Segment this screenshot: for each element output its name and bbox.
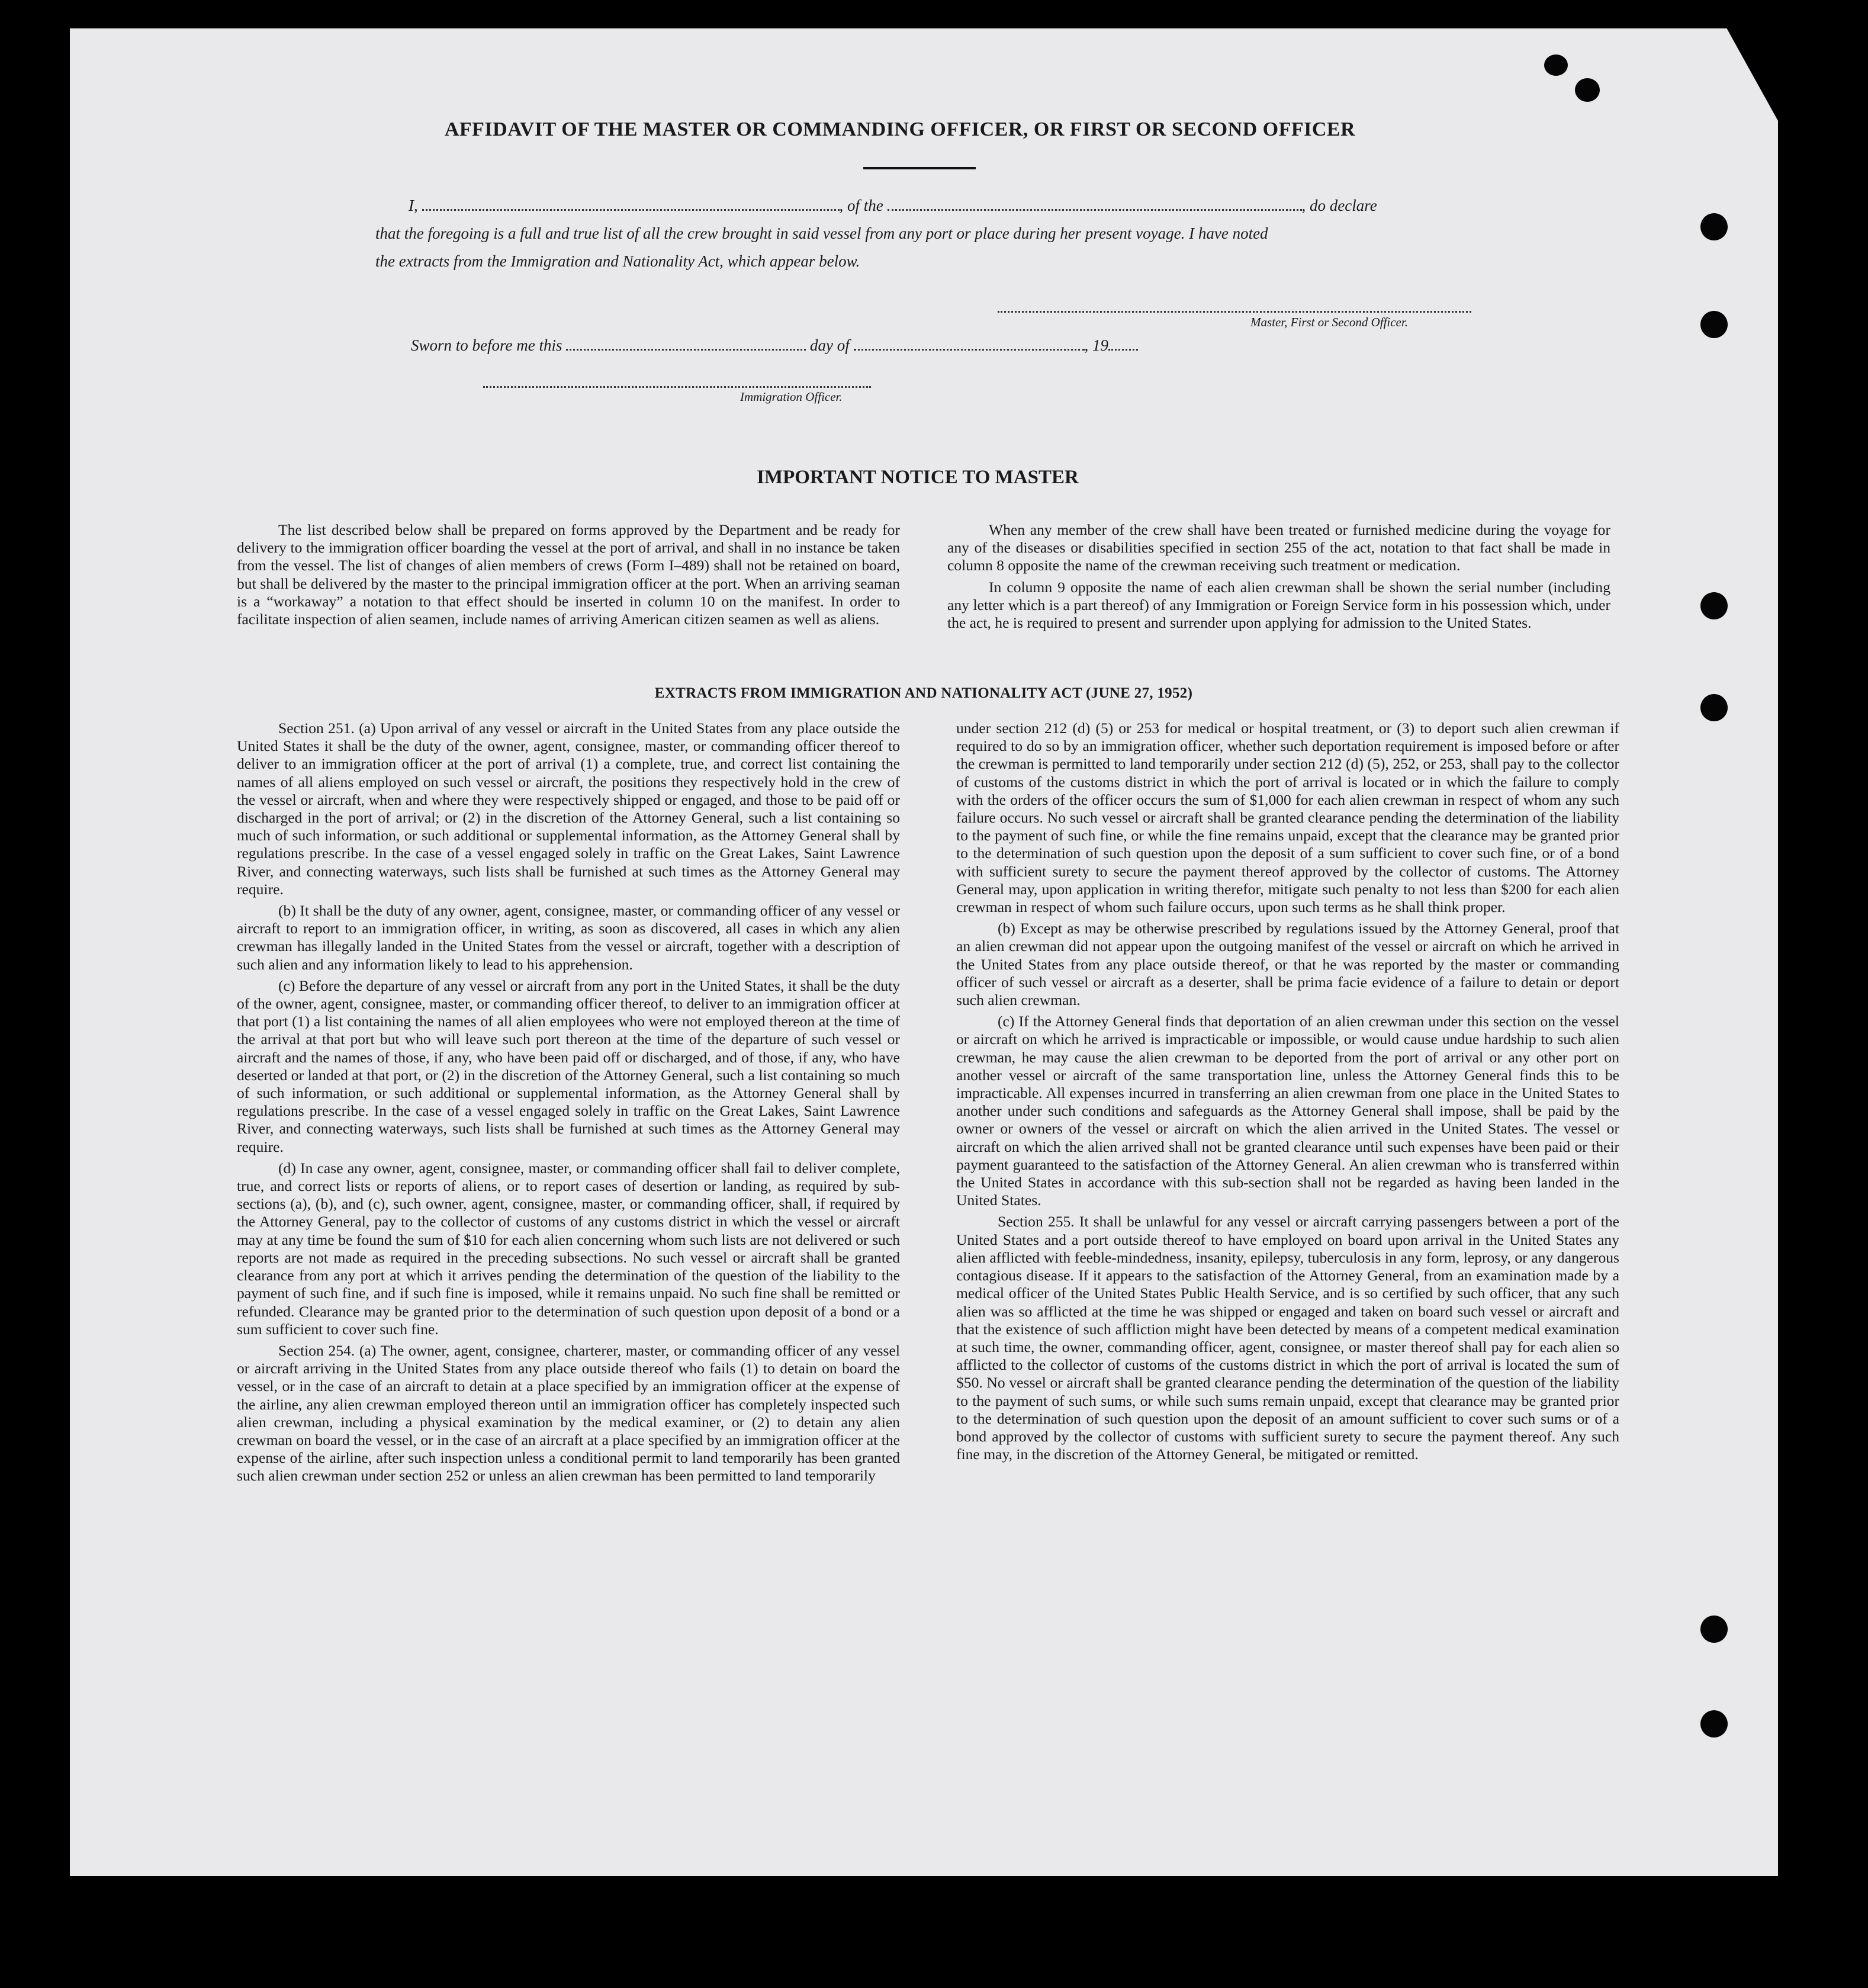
master-caption: Master, First or Second Officer.: [1250, 315, 1408, 329]
section-251-c: (c) Before the departure of any vessel or aircraft from any port in the United States, it shall be the duty of the owner, agent, consignee, master, or commanding officer thereof, to deliver to an immigration officer at that port (1) a list containing the names of all alien employees who were not employed thereon at the time of the arrival at that port but who will leave such port thereon at the time of the departure of such vessel or aircraft and the names of those, if any, who have been paid off or discharged, and of those, if any, who have deserted or landed at that port, or (2) in the discretion of the Attorney General, such a list containing so much of such information, or such additional or supplemental information, as the Attorney General shall by regulations prescribe. In the case of a vessel engaged solely in traffic on the Great Lakes, Saint Lawrence River, and connecting waterways, such lists shall be furnished at such times as the Attorney General may require.: [237, 977, 900, 1155]
notice-left-column: [237, 521, 900, 632]
statement-line-1: that the foregoing is a full and true list of all the crew brought in said vessel from any port or place during her present voyage. I have noted: [375, 224, 1268, 242]
notice-right-paragraph-2: In column 9 opposite the name of each alien crewman shall be shown the serial number (including any letter which is a part thereof) of any Immigration or Foreign Service form in his possession which, under the act, he is required to present and surrender upon applying for admission to the United States.: [947, 578, 1610, 632]
declaration-line: [409, 197, 1468, 215]
section-251-a: Section 251. (a) Upon arrival of any vessel or aircraft in the United States from any place outside the United States it shall be the duty of the owner, agent, consignee, master, or commanding officer thereof to deliver to an immigration officer at the port of arrival (1) a complete, true, and correct list containing the names of all aliens employed on such vessel or aircraft, the positions they respectively hold in the crew of the vessel or aircraft, when and where they were respectively shipped or engaged, and those to be paid off or discharged in the port of arrival; or (2) in the discretion of the Attorney General, such a list containing so much of such information, or such additional or supplemental information, as the Attorney General shall by regulations prescribe. In the case of a vessel engaged solely in traffic on the Great Lakes, Saint Lawrence River, and connecting waterways, such lists shall be furnished at such times as the Attorney General may require.: [237, 720, 900, 898]
sworn-year-field[interactable]: [1108, 349, 1138, 351]
sworn-label: Sworn to before me this: [411, 336, 562, 354]
day-of-label: day of: [810, 336, 850, 354]
binder-hole: [1700, 311, 1728, 338]
section-254-a-continued: under section 212 (d) (5) or 253 for medical or hospital treatment, or (3) to deport such alien crewman if required to do so by an immigration officer, whether such deportation requirement is imposed before or after the crewman is permitted to land temporarily under section 212 (d) (5), 252, or 253, shall pay to the collector of customs of the customs district in which the port of arrival is located or in which the failure to comply with the orders of the officer occurs the sum of $1,000 for each alien crewman in respect of whom any such failure occurs. No such vessel or aircraft shall be granted clearance pending the determination of the liability to the payment of such fine, or while the fine remains unpaid, except that the clearance may be granted prior to the determination of such question upon the deposit of a sum sufficient to cover such fine, or of a bond with sufficient surety to secure the payment thereof approved by the collector of customs. The Attorney General may, upon application in writing therefor, mitigate such penalty to not less than $200 for each alien crewman in respect of whom such failure occurs, upon such terms as he shall think proper.: [956, 720, 1619, 916]
section-251-b: (b) It shall be the duty of any owner, agent, consignee, master, or commanding officer of any vessel or aircraft to report to an immigration officer, in writing, as soon as discovered, all cases in which any alien crewman has illegally landed in the United States from the vessel or aircraft, together with a description of such alien and any information likely to lead to his apprehension.: [237, 902, 900, 973]
binder-hole: [1700, 694, 1728, 721]
sworn-line: [411, 336, 1240, 355]
of-the-label: , of the: [839, 197, 883, 214]
torn-corner-mark: [1575, 78, 1600, 102]
sworn-month-field[interactable]: [854, 349, 1085, 351]
section-254-b: (b) Except as may be otherwise prescribed by regulations issued by the Attorney General, proof that an alien crewman did not appear upon the outgoing manifest of the vessel or aircraft on which he arrived in the United States from any place outside thereof, or that he was reported by the master or commanding officer of such vessel or aircraft as a deserter, shall be prima facie evidence of a failure to detain or deport such alien crewman.: [956, 920, 1619, 1009]
extracts-right-column: [956, 720, 1619, 1467]
sworn-day-field[interactable]: [566, 349, 806, 351]
binder-hole: [1700, 1616, 1728, 1643]
statement-line-2: the extracts from the Immigration and Nationality Act, which appear below.: [375, 252, 860, 270]
extracts-title: EXTRACTS FROM IMMIGRATION AND NATIONALITY ACT (JUNE 27, 1952): [654, 685, 1193, 701]
notice-title: IMPORTANT NOTICE TO MASTER: [757, 467, 1079, 488]
section-254-a: Section 254. (a) The owner, agent, consignee, charterer, master, or commanding officer of any vessel or aircraft arriving in the United States from any place outside thereof who fails (1) to detain on board the vessel, or in the case of an aircraft to detain at a place specified by an immigration officer at the expense of the airline, any alien crewman employed thereon until an immigration officer has completely inspected such alien crewman, including a physical examination by the medical examiner, or (2) to detain any alien crewman on board the vessel, or in the case of an aircraft at a place specified by an immigration officer at the expense of the airline, after such inspection unless a conditional permit to land temporarily has been granted such alien crewman under section 252 or unless an alien crewman has been permitted to land temporarily: [237, 1341, 900, 1485]
affidavit-title: AFFIDAVIT OF THE MASTER OR COMMANDING OFFICER, OR FIRST OR SECOND OFFICER: [444, 118, 1356, 140]
section-254-c: (c) If the Attorney General finds that deportation of an alien crewman under this section on the vessel or aircraft on which he arrived is impracticable or impossible, or would cause undue hardship to such alien crewman, he may cause the alien crewman to be deported from the port of arrival or any other port on another vessel or aircraft of the same transportation line, unless the Attorney General finds this to be impracticable. All expenses incurred in transferring an alien crewman from one place in the United States to another under such conditions and safeguards as the Attorney General shall impose, shall be paid by the owner or owners of the vessel or aircraft on which the alien arrived in the United States. The vessel or aircraft on which the alien arrived shall not be granted clearance until such expenses have been paid or their payment guaranteed to the satisfaction of the Attorney General. An alien crewman who is transferred within the United States in accordance with this sub-section shall not be regarded as having been landed in the United States.: [956, 1013, 1619, 1209]
notice-left-paragraph: The list described below shall be prepared on forms approved by the Department and be ready for delivery to the immigration officer boarding the vessel at the port of arrival, and shall in no instance be taken from the vessel. The list of changes of alien members of crews (Form I–489) shall not be retained on board, but shall be delivered by the master to the principal immigration officer at the port. When an arriving seaman is a “workaway” a notation to that effect should be inserted in column 10 on the manifest. In order to facilitate inspection of alien seamen, include names of arriving American citizen seamen as well as aliens.: [237, 521, 900, 628]
vessel-field[interactable]: [888, 209, 1302, 211]
immigration-officer-caption: Immigration Officer.: [740, 390, 843, 404]
year-prefix: , 19: [1084, 336, 1108, 354]
section-255: Section 255. It shall be unlawful for any vessel or aircraft carrying passengers between a port of the United States and a port outside thereof to have employed on board upon arrival in the United States any alien afflicted with feeble-mindedness, insanity, epilepsy, tuberculosis in any form, leprosy, or any dangerous contagious disease. If it appears to the satisfaction of the Attorney General, from an examination made by a medical officer of the United States Public Health Service, and is so certified by such officer, that any such alien was so afflicted at the time he was shipped or engaged and taken on board such vessel or aircraft and that the existence of such affliction might have been detected by means of a competent medical examination at such time, the owner, commanding officer, agent, consignee, or master thereof shall pay for each alien so afflicted to the collector of customs of the customs district in which the port of arrival is located the sum of $50. No vessel or aircraft shall be granted clearance pending the determination of the question of the liability to the payment of such sums, or while such sums remain unpaid, except that clearance may be granted prior to the determination of such question upon the deposit of an amount sufficient to cover such sums or of a bond approved by the collector of customs with sufficient surety to secure the payment thereof. Any such fine may, in the discretion of the Attorney General, be mitigated or remitted.: [956, 1213, 1619, 1463]
name-field[interactable]: [422, 209, 840, 211]
title-underline: [863, 167, 976, 169]
i-label: I,: [409, 197, 418, 214]
section-251-d: (d) In case any owner, agent, consignee, master, or commanding officer shall fail to deliver complete, true, and correct lists or reports of aliens, or to report cases of desertion or landing, as required by sub-sections (a), (b), and (c), such owner, agent, consignee, master, or commanding officer, shall, if required by the Attorney General, pay to the collector of customs of any customs district in which the vessel or aircraft may at any time be found the sum of $10 for each alien concerning whom such lists are not delivered or such reports are not made as required in the preceding subsections. No such vessel or aircraft shall be granted clearance from any port at which it arrives pending the determination of the question of the liability to the payment of such fine, and if such fine is imposed, while it remains unpaid. No such fine shall be remitted or refunded. Clearance may be granted prior to the determination of such question upon deposit of a bond or a sum sufficient to cover such fine.: [237, 1159, 900, 1338]
do-declare-label: , do declare: [1301, 197, 1377, 214]
extracts-left-column: [237, 720, 900, 1489]
master-signature-field[interactable]: [998, 311, 1471, 313]
immigration-officer-signature-field[interactable]: [483, 386, 871, 388]
binder-hole: [1700, 213, 1728, 240]
notice-right-column: [947, 521, 1610, 635]
torn-corner-mark: [1544, 54, 1568, 76]
binder-hole: [1700, 1710, 1728, 1738]
binder-hole: [1700, 592, 1728, 619]
notice-right-paragraph-1: When any member of the crew shall have been treated or furnished medicine during the voyage for any of the diseases or disabilities specified in section 255 of the act, notation to that fact shall be made in column 8 opposite the name of the crewman receiving such treatment or medication.: [947, 521, 1610, 574]
